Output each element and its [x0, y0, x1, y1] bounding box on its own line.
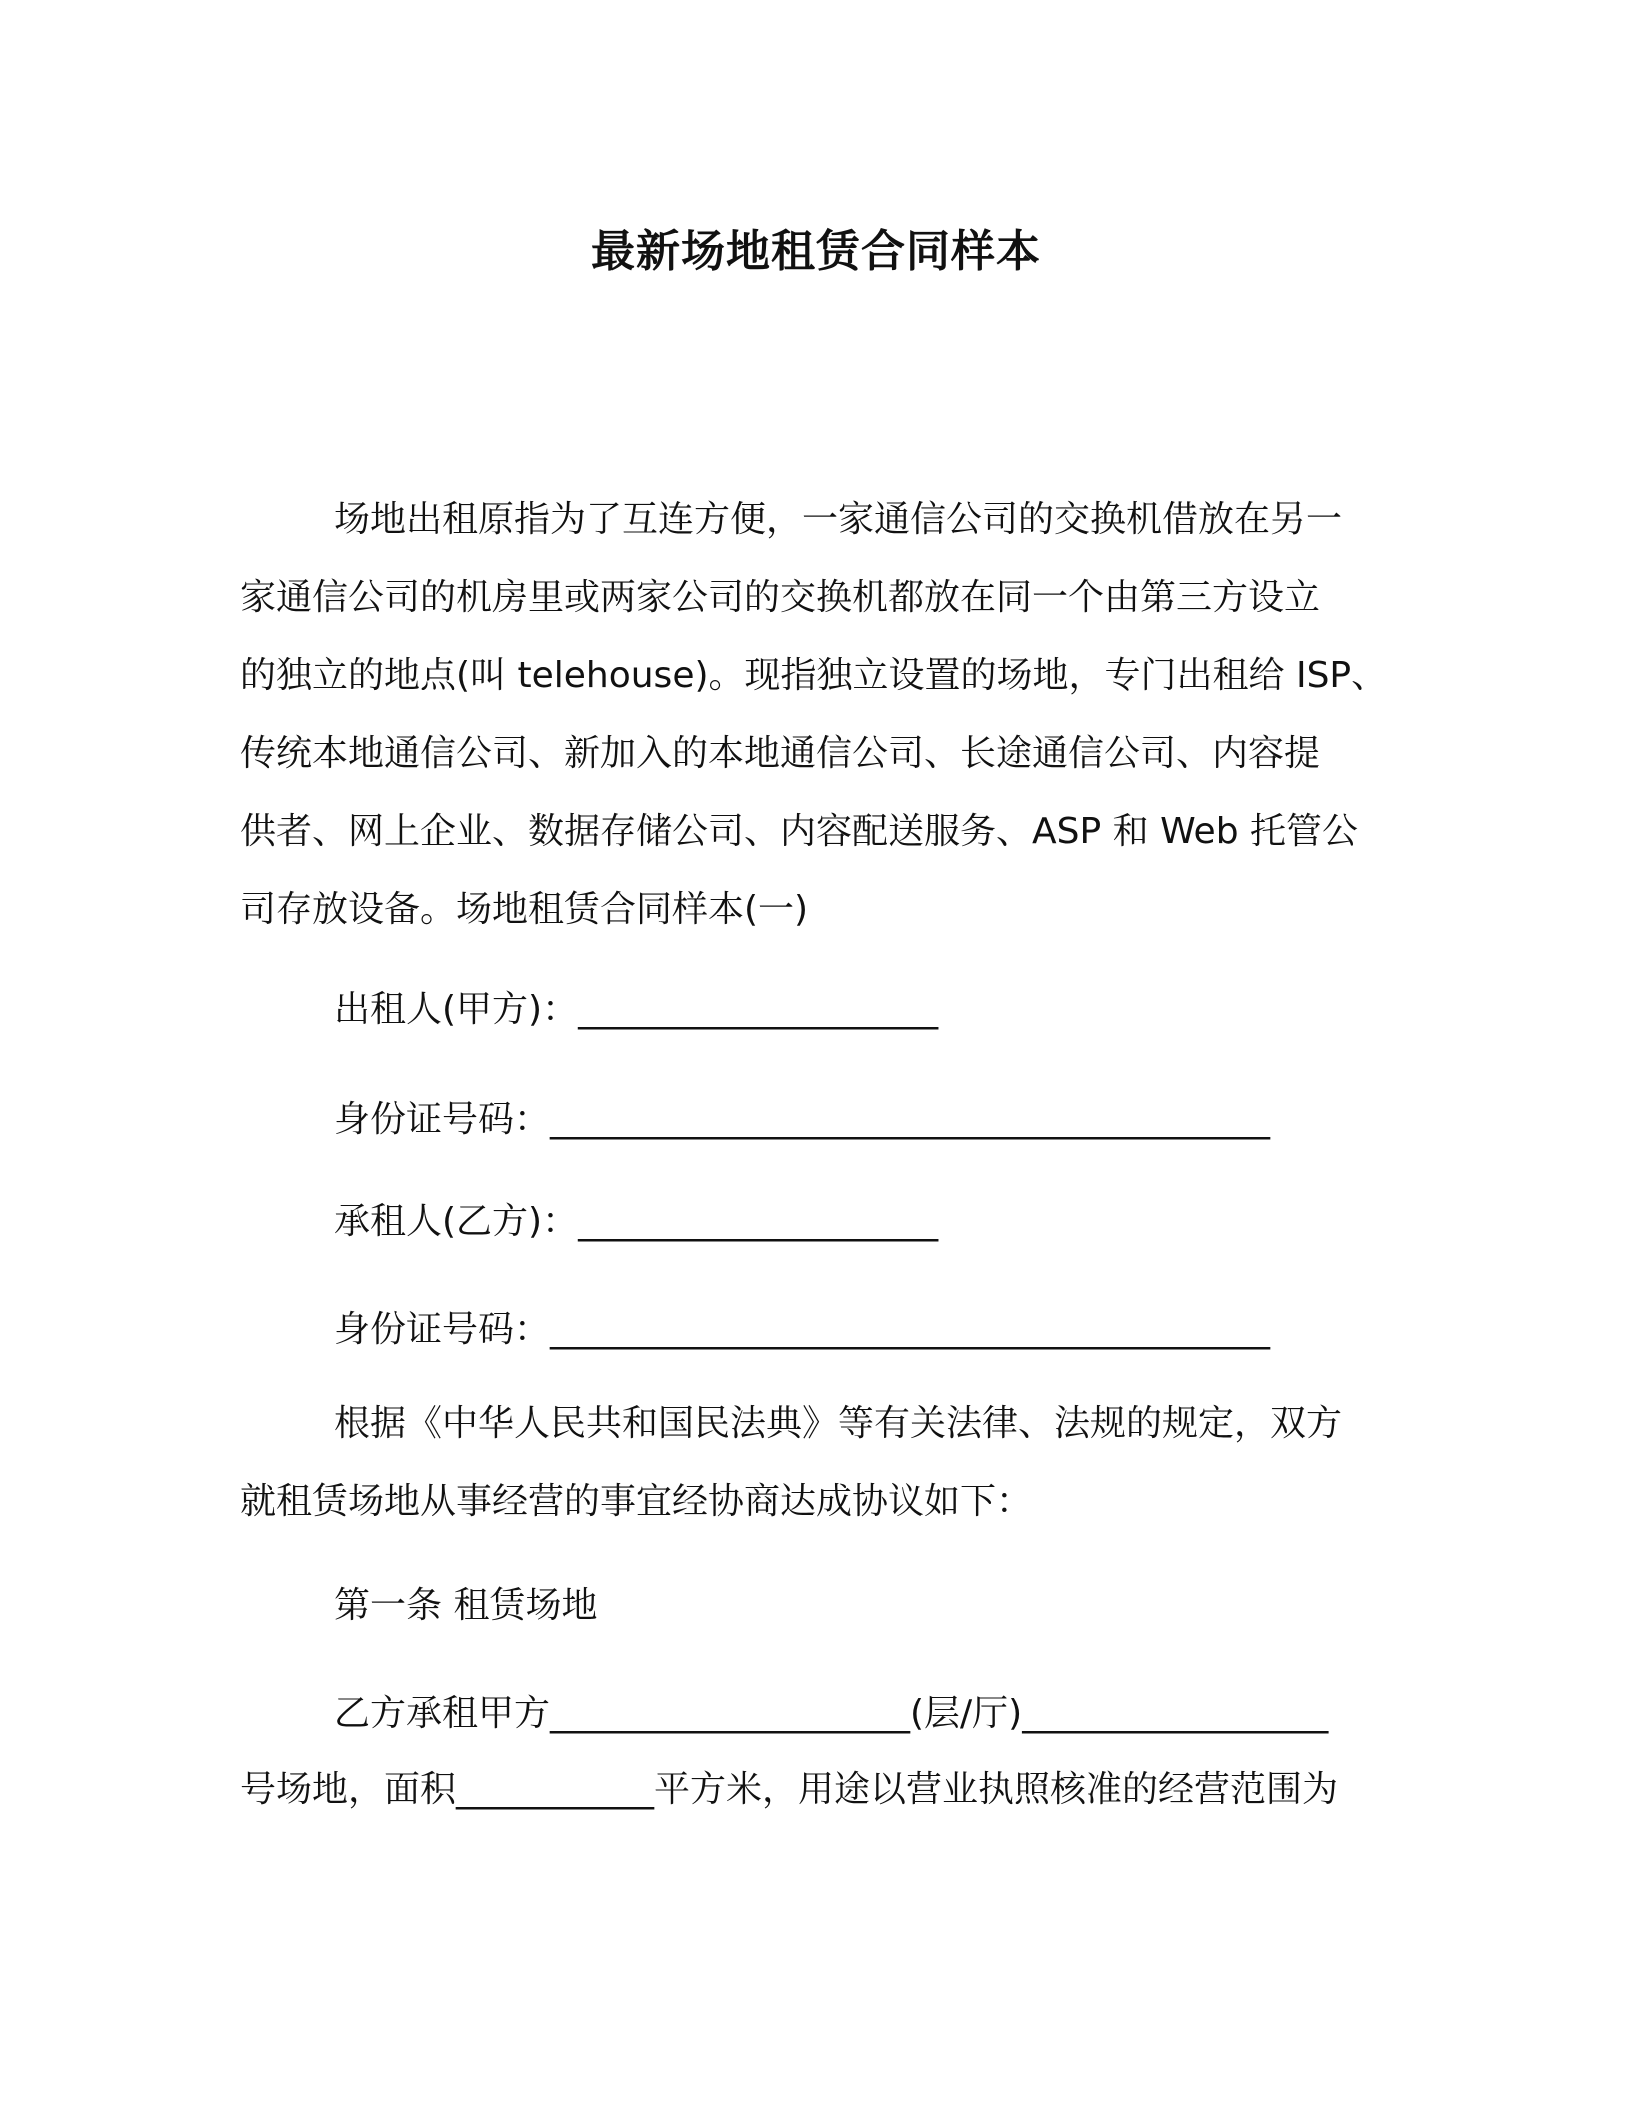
paragraph-line: 号场地，面积___________平方米，用途以营业执照核准的经营范围为 — [240, 1769, 1339, 1810]
paragraph-line: 供者、网上企业、数据存储公司、内容配送服务、ASP 和 Web 托管公 — [240, 811, 1359, 852]
paragraph-line: 乙方承租甲方____________________(层/厅)_________________ — [334, 1693, 1329, 1734]
paragraph-line: 场地出租原指为了互连方便，一家通信公司的交换机借放在另一 — [334, 499, 1343, 540]
document-title: 最新场地租赁合同样本 — [591, 226, 1041, 277]
lessor-id-field: 身份证号码：________________________________________ — [334, 1099, 1271, 1140]
paragraph-line: 家通信公司的机房里或两家公司的交换机都放在同一个由第三方设立 — [240, 577, 1321, 618]
article-1-heading: 第一条 租赁场地 — [334, 1585, 598, 1626]
paragraph-line: 司存放设备。场地租赁合同样本(一) — [240, 889, 809, 930]
paragraph-line: 的独立的地点(叫 telehouse)。现指独立设置的场地，专门出租给 ISP、 — [240, 655, 1388, 696]
lessee-id-field: 身份证号码：________________________________________ — [334, 1309, 1271, 1350]
paragraph-line: 就租赁场地从事经营的事宜经协商达成协议如下： — [240, 1481, 1033, 1522]
paragraph-line: 传统本地通信公司、新加入的本地通信公司、长途通信公司、内容提 — [240, 733, 1321, 774]
paragraph-line: 根据《中华人民共和国民法典》等有关法律、法规的规定，双方 — [334, 1403, 1343, 1444]
lessor-field: 出租人(甲方)：____________________ — [334, 989, 939, 1030]
lessee-field: 承租人(乙方)：____________________ — [334, 1201, 939, 1242]
